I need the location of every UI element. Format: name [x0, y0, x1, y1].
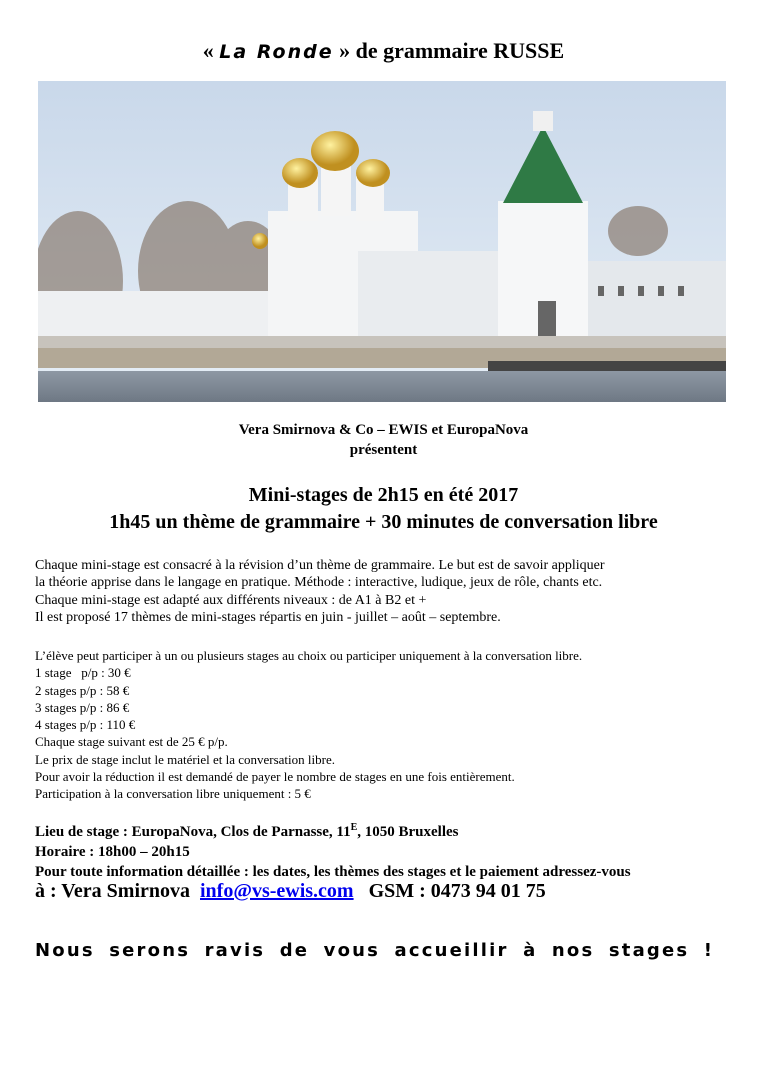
page-title: [0, 38, 767, 64]
contact-line: [35, 880, 546, 903]
practical-info: [35, 818, 631, 882]
quote-close: »: [339, 38, 351, 63]
price-line: 4 stages p/p : 110 €: [35, 717, 136, 733]
headline: [0, 482, 767, 536]
headline-line: 1h45 un thème de grammaire + 30 minutes de conversation libre: [109, 511, 658, 533]
pricing-paragraph: [35, 647, 582, 803]
presenters: [0, 420, 767, 460]
quote-open: «: [202, 38, 214, 63]
text-line: Chaque stage suivant est de 25 € p/p.: [35, 734, 228, 750]
intro-paragraph: [35, 557, 605, 626]
text-line: la théorie apprise dans le langage en pratique. Méthode : interactive, ludique, jeux de rôle, chants etc.: [35, 575, 603, 591]
closing-message: Nous serons ravis de vous accueillir à nos stages !: [35, 940, 715, 961]
presenters-line: Vera Smirnova & Co – EWIS et EuropaNova: [238, 422, 529, 438]
location-text: , 1050 Bruxelles: [357, 824, 459, 840]
email-link[interactable]: info@vs-ewis.com: [200, 880, 354, 902]
text-line: Pour avoir la réduction il est demandé de payer le nombre de stages en une fois entièrement.: [35, 769, 515, 785]
text-line: Chaque mini-stage est consacré à la révision d’un thème de grammaire. Le but est de savoir appliquer: [35, 558, 605, 573]
text-line: Le prix de stage inclut le matériel et la conversation libre.: [35, 751, 335, 767]
monastery-photo: [38, 81, 726, 402]
price-line: 1 stage p/p : 30 €: [35, 665, 131, 681]
presenters-line: présentent: [349, 442, 418, 458]
details-line: Pour toute information détaillée : les dates, les thèmes des stages et le paiement adressez-vous: [35, 864, 631, 880]
superscript: E: [350, 822, 358, 833]
price-line: 3 stages p/p : 86 €: [35, 699, 130, 715]
text-line: Participation à la conversation libre uniquement : 5 €: [35, 786, 311, 802]
contact-name: à : Vera Smirnova: [35, 880, 190, 902]
text-line: L’élève peut participer à un ou plusieurs stages au choix ou participer uniquement à la conversation libre.: [35, 648, 583, 663]
phone-number: GSM : 0473 94 01 75: [368, 880, 546, 902]
price-line: 2 stages p/p : 58 €: [35, 682, 130, 698]
text-line: Il est proposé 17 thèmes de mini-stages répartis en juin - juillet – août – septembre.: [35, 609, 501, 625]
text-line: Chaque mini-stage est adapté aux différents niveaux : de A1 à B2 et +: [35, 592, 427, 608]
location-line: [35, 818, 631, 842]
hours-line: Horaire : 18h00 – 20h15: [35, 844, 190, 860]
location-text: Lieu de stage : EuropaNova, Clos de Parnasse, 11: [35, 824, 351, 840]
title-la-ronde: La Ronde: [219, 41, 334, 63]
headline-line: Mini-stages de 2h15 en été 2017: [248, 484, 519, 506]
title-rest: de grammaire RUSSE: [355, 38, 565, 63]
